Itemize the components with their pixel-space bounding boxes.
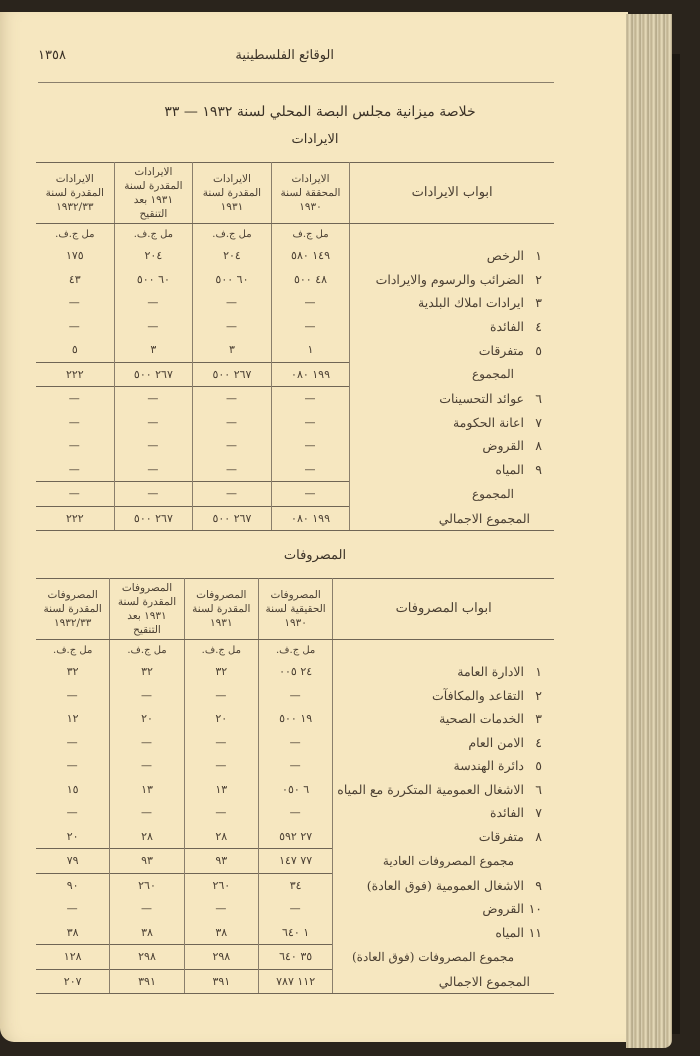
value-cell: ٣٥ ٦٤٠ — [258, 945, 332, 970]
table-row — [36, 660, 554, 684]
value-cell: ٢٩٨ — [110, 945, 184, 970]
value-cell: ٢٤ ٠٠٥ — [258, 660, 332, 684]
value-cell: — — [66, 735, 79, 749]
row-label-text: المياه — [495, 462, 524, 477]
table-row — [36, 411, 554, 435]
column-header: الايرادات المقدرة لسنة ١٩٣١ بعد التنقيح — [114, 163, 193, 224]
row-label-text: الضرائب والرسوم والايرادات — [375, 271, 524, 287]
value-cell: — — [68, 462, 81, 476]
row-number: ٧ — [535, 805, 542, 821]
value-cell: ٣٢ — [110, 660, 184, 684]
value-cell: — — [258, 754, 332, 778]
row-number: ١٠ — [528, 901, 542, 917]
column-header: ابواب المصروفات — [333, 579, 554, 640]
value-cell: — — [114, 315, 193, 339]
value-cell: ٩٠ — [36, 873, 110, 897]
row-label — [333, 945, 554, 970]
value-cell: — — [193, 315, 272, 339]
table-row — [36, 921, 554, 945]
value-cell: ١٤٩ ٥٨٠ — [271, 244, 350, 268]
row-label — [350, 244, 554, 268]
table-row — [36, 707, 554, 731]
units-label-cell — [333, 640, 554, 661]
column-header: المصروفات الحقيقية لسنة ١٩٣٠ — [258, 579, 332, 640]
table-row — [36, 244, 554, 268]
value-cell: ٢٦٠ — [184, 873, 258, 897]
value-cell: ١٥ — [66, 782, 79, 796]
page-number: ١٣٥٨ — [38, 47, 66, 63]
row-label-text: ايرادات املاك البلدية — [418, 295, 524, 311]
row-label-text: الادارة العامة — [457, 664, 524, 680]
row-number: ١١ — [528, 925, 542, 940]
value-cell: ٦ ٠٥٠ — [258, 778, 332, 802]
value-cell: — — [114, 434, 193, 458]
value-cell: — — [193, 411, 272, 435]
table-row — [36, 315, 554, 339]
expenditure-section-title: المصروفات — [283, 548, 347, 563]
unit-cell: مل ج.ف. — [55, 228, 95, 240]
value-cell: ٣ — [193, 338, 272, 362]
row-number: ٦ — [535, 781, 542, 797]
row-label-text: المجموع — [472, 486, 514, 501]
row-number: ٣ — [535, 295, 542, 311]
value-cell: ٢٠٤ — [114, 244, 193, 268]
value-cell: ٢٠٤ — [193, 244, 272, 268]
revenue-section-title: الايرادات — [291, 132, 339, 147]
row-number: ١ — [535, 664, 542, 680]
revenue-table — [36, 162, 554, 531]
row-label — [350, 291, 554, 315]
table-row — [36, 897, 554, 921]
subtotal-row — [36, 362, 554, 387]
row-label — [333, 660, 554, 684]
value-cell: ١٢ — [66, 712, 79, 726]
row-label — [333, 969, 554, 994]
table-row — [36, 778, 554, 802]
row-label-text: القروض — [482, 438, 524, 454]
unit-cell: مل ج.ف. — [184, 640, 258, 661]
row-label-text: المجموع — [472, 367, 514, 382]
column-header: ابواب الايرادات — [350, 163, 554, 224]
value-cell: — — [258, 801, 332, 825]
value-cell: ٩٣ — [110, 849, 184, 874]
value-cell: ٢٠ — [110, 707, 184, 731]
units-label-cell — [350, 224, 554, 245]
table-row — [36, 458, 554, 482]
value-cell: ٢٦٧ ٥٠٠ — [193, 362, 272, 387]
column-header: المصروفات المقدرة لسنة ١٩٣٢/٣٣ — [36, 579, 110, 640]
row-label-text: مجموع المصروفات (فوق العادة) — [351, 949, 514, 964]
unit-cell: مل ج.ف — [271, 224, 350, 245]
row-label — [350, 315, 554, 339]
value-cell: ٦٠ ٥٠٠ — [114, 268, 193, 292]
column-header: المصروفات المقدرة لسنة ١٩٣١ — [184, 579, 258, 640]
value-cell: — — [68, 439, 81, 453]
value-cell: ٧٧ ١٤٧ — [258, 849, 332, 874]
value-cell: ٢٢٢ — [36, 362, 114, 387]
row-label — [333, 849, 554, 874]
value-cell: — — [110, 684, 184, 708]
row-label — [350, 338, 554, 362]
value-cell: — — [66, 688, 79, 702]
value-cell: ١٩٩ ٠٨٠ — [271, 506, 350, 531]
row-label-text: الاشغال العمومية (فوق العادة) — [366, 877, 524, 893]
row-number: ٧ — [535, 414, 542, 430]
value-cell: ٢٩٨ — [184, 945, 258, 970]
value-cell: ٢٠ — [66, 829, 79, 843]
value-cell: ١٩٩ ٠٨٠ — [271, 362, 350, 387]
row-label — [333, 921, 554, 945]
value-cell: — — [110, 801, 184, 825]
row-label-text: اعانة الحكومة — [452, 414, 524, 430]
value-cell: — — [110, 897, 184, 921]
value-cell: ٣٤ — [258, 873, 332, 897]
value-cell: — — [114, 291, 193, 315]
row-label — [350, 506, 554, 531]
row-number: ٦ — [535, 391, 542, 406]
value-cell: — — [271, 291, 350, 315]
value-cell: ٣٨ — [110, 921, 184, 945]
value-cell: — — [258, 897, 332, 921]
publication-name: الوقائع الفلسطينية — [235, 47, 334, 63]
expenditure-header-row — [36, 579, 554, 640]
row-label-text: الفائدة — [489, 318, 524, 334]
value-cell: — — [36, 482, 114, 507]
value-cell: — — [184, 801, 258, 825]
value-cell: ٢٠ — [184, 707, 258, 731]
row-number: ٨ — [535, 438, 542, 454]
unit-cell: مل ج.ف. — [258, 640, 332, 661]
row-label-text: الخدمات الصحية — [439, 711, 524, 727]
value-cell: ١٣ — [110, 778, 184, 802]
value-cell: — — [184, 754, 258, 778]
column-header: الايرادات المقدرة لسنة ١٩٣٢/٣٣ — [36, 163, 114, 224]
value-cell: — — [271, 434, 350, 458]
value-cell: — — [184, 684, 258, 708]
value-cell: ٢٢٢ — [36, 506, 114, 531]
row-label — [333, 801, 554, 825]
row-label — [333, 731, 554, 755]
row-number: ٥ — [535, 342, 542, 358]
value-cell: — — [66, 902, 79, 916]
page-title: خلاصة ميزانية مجلس البصة المحلي لسنة ١٩٣٢ — ٣٣ — [164, 104, 476, 120]
row-label — [350, 411, 554, 435]
table-row — [36, 338, 554, 362]
row-label-text: المياه — [495, 925, 524, 940]
value-cell: ١ ٦٤٠ — [258, 921, 332, 945]
row-label-text: الاشغال العمومية المتكررة مع المياه — [337, 781, 524, 797]
page-edges — [626, 14, 672, 1048]
row-number: ٣ — [535, 711, 542, 727]
value-cell: ٤٨ ٥٠٠ — [271, 268, 350, 292]
row-label — [350, 387, 554, 411]
table-row — [36, 873, 554, 897]
table-row — [36, 754, 554, 778]
value-cell: — — [68, 296, 81, 310]
row-label-text: المجموع الاجمالي — [438, 510, 530, 526]
row-label-text: مجموع المصروفات العادية — [382, 853, 514, 868]
row-number: ٥ — [535, 758, 542, 774]
grand-total-row — [36, 506, 554, 531]
table-row — [36, 684, 554, 708]
table-row — [36, 291, 554, 315]
row-label — [350, 362, 554, 387]
value-cell: — — [271, 315, 350, 339]
value-cell: — — [193, 387, 272, 411]
unit-cell: مل ج.ف. — [193, 224, 272, 245]
value-cell: ٣٩١ — [110, 969, 184, 994]
row-number: ٤ — [535, 318, 542, 334]
value-cell: — — [114, 411, 193, 435]
row-label — [350, 482, 554, 507]
value-cell: — — [271, 482, 350, 507]
value-cell: — — [184, 731, 258, 755]
value-cell: ٢٦٧ ٥٠٠ — [193, 506, 272, 531]
value-cell: — — [66, 806, 79, 820]
units-row — [36, 224, 554, 245]
value-cell: — — [193, 434, 272, 458]
value-cell: ١٩ ٥٠٠ — [258, 707, 332, 731]
value-cell: ٩٣ — [184, 849, 258, 874]
value-cell: — — [193, 482, 272, 507]
running-head — [38, 40, 554, 70]
row-label — [333, 897, 554, 921]
row-label-text: القروض — [482, 901, 524, 917]
row-label-text: متفرقات — [478, 342, 524, 358]
grand-total-row — [36, 969, 554, 994]
value-cell: — — [110, 754, 184, 778]
revenue-header-row — [36, 163, 554, 224]
row-label-text: دائرة الهندسة — [453, 758, 524, 774]
value-cell: — — [184, 897, 258, 921]
value-cell: — — [114, 458, 193, 482]
row-label-text: الفائدة — [489, 805, 524, 821]
row-number: ٢ — [535, 271, 542, 287]
row-label-text: الرخص — [486, 248, 524, 264]
table-row — [36, 268, 554, 292]
column-header: الايرادات المقدرة لسنة ١٩٣١ — [193, 163, 272, 224]
row-label — [350, 268, 554, 292]
value-cell: ١٣ — [184, 778, 258, 802]
unit-cell: مل ج.ف. — [53, 644, 93, 656]
row-label-text: التقاعد والمكافآت — [432, 687, 524, 703]
value-cell: — — [36, 387, 114, 411]
row-number: ٩ — [535, 462, 542, 477]
value-cell: ٣٨ — [66, 925, 79, 939]
row-number: ١ — [535, 248, 542, 264]
value-cell: — — [258, 731, 332, 755]
table-row — [36, 825, 554, 849]
row-label — [350, 434, 554, 458]
value-cell: — — [68, 415, 81, 429]
table-row — [36, 801, 554, 825]
subtotal-row — [36, 849, 554, 874]
value-cell: ٢٧ ٥٩٢ — [258, 825, 332, 849]
value-cell: ١٢٨ — [36, 945, 110, 970]
row-label-text: المجموع الاجمالي — [438, 973, 530, 989]
value-cell: ٦٠ ٥٠٠ — [193, 268, 272, 292]
row-label — [333, 825, 554, 849]
value-cell: — — [271, 387, 350, 411]
row-number: ٤ — [535, 734, 542, 750]
row-label-text: الامن العام — [468, 734, 524, 750]
value-cell: — — [271, 411, 350, 435]
row-label — [333, 707, 554, 731]
expenditure-table — [36, 578, 554, 994]
unit-cell: مل ج.ف. — [114, 224, 193, 245]
value-cell: — — [193, 291, 272, 315]
table-row — [36, 387, 554, 411]
value-cell: — — [271, 458, 350, 482]
value-cell: — — [114, 387, 193, 411]
table-row — [36, 731, 554, 755]
row-label — [333, 684, 554, 708]
value-cell: ٣٢ — [66, 665, 79, 679]
row-number: ٢ — [535, 687, 542, 703]
value-cell: — — [66, 759, 79, 773]
value-cell: ٢٦٠ — [110, 873, 184, 897]
value-cell: ١ — [271, 338, 350, 362]
value-cell: — — [114, 482, 193, 507]
value-cell: — — [110, 731, 184, 755]
row-label — [333, 873, 554, 897]
column-header: المصروفات المقدرة لسنة ١٩٣١ بعد التنقيح — [110, 579, 184, 640]
value-cell: ٢٨ — [110, 825, 184, 849]
value-cell: — — [193, 458, 272, 482]
value-cell: — — [68, 319, 81, 333]
subtotal-row — [36, 945, 554, 970]
row-label — [333, 778, 554, 802]
row-label-text: متفرقات — [478, 829, 524, 844]
row-number: ٨ — [535, 829, 542, 844]
row-number: ٩ — [535, 877, 542, 893]
row-label-text: عوائد التحسينات — [439, 391, 524, 406]
value-cell: ٣٩١ — [184, 969, 258, 994]
row-label — [350, 458, 554, 482]
column-header: الايرادات المحققة لسنة ١٩٣٠ — [271, 163, 350, 224]
row-label — [333, 754, 554, 778]
value-cell: ١٧٥ — [65, 249, 84, 263]
value-cell: ٢٠٧ — [36, 969, 110, 994]
value-cell: ٢٦٧ ٥٠٠ — [114, 506, 193, 531]
value-cell: ٢٦٧ ٥٠٠ — [114, 362, 193, 387]
value-cell: ٥ — [71, 343, 78, 357]
unit-cell: مل ج.ف. — [110, 640, 184, 661]
value-cell: ٧٩ — [36, 849, 110, 874]
value-cell: ١١٢ ٧٨٧ — [258, 969, 332, 994]
value-cell: ٢٨ — [184, 825, 258, 849]
value-cell: ٤٣ — [68, 272, 81, 286]
value-cell: ٣ — [114, 338, 193, 362]
table-row — [36, 434, 554, 458]
subtotal-row — [36, 482, 554, 507]
value-cell: ٣٨ — [184, 921, 258, 945]
value-cell: — — [258, 684, 332, 708]
units-row — [36, 640, 554, 661]
header-rule — [38, 82, 554, 83]
value-cell: ٣٢ — [184, 660, 258, 684]
